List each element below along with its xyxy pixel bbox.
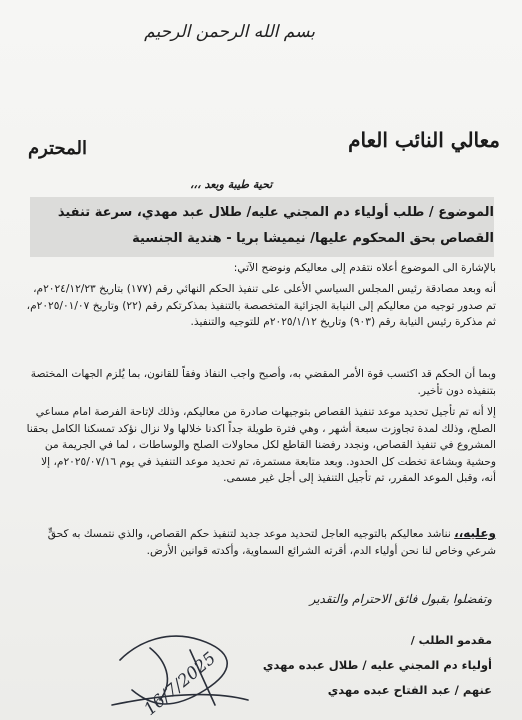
applicants-heading: مقدمو الطلب / [410,634,492,647]
addressee-title: معالي النائب العام [348,128,500,152]
closing-salutation: وتفضلوا بقبول فائق الاحترام والتقدير [309,592,492,606]
postponement-paragraph: إلا أنه تم تأجيل تحديد موعد تنفيذ القصاص بتوجيهات صادرة من معاليكم، وذلك لإتاحة الفرصة امام مساعي الصلح، وذلك لمدة تجاوزت سبعة أشهر ، وهي فترة طويلة جداً اكدنا خلالها ولا نزال نؤكد تمسكنا الكامل بحقنا المشروع في تنفيذ القصاص، ونجدد رفضنا القاطع لكل محاولات الصلح والوساطات ، لما في الجريمة من وحشية وبشاعة تخطت كل الحدود. وبعد متابعة مستمرة، تم تحديد موعد التنفيذ في يوم ٢٠٢٥/٠٧/١٦م، إلا أنه، وقبل الموعد المقرر، تم تأجيل التنفيذ إلى أجل غير مسمى. [26,406,496,484]
appeal-paragraph [26,525,496,559]
representative-line: عنهم / عبد الفتاح عبده مهدي [327,683,492,697]
greeting-line: تحية طيبة وبعد ،،، [190,178,273,191]
final-judgment-paragraph: وبما أن الحكم قد اكتسب قوة الأمر المقضي به، وأصبح واجب النفاذ وفقاً للقانون، بما يُلزم الجهات المختصة بتنفيذه دون تأخير. [30,368,496,397]
honorific-title: المحترم [28,138,88,159]
handwritten-date: 16/7/2025 [140,648,220,720]
basmala-calligraphy [144,22,315,56]
basmala-text: بسم الله الرحمن الرحيم [144,22,315,42]
appeal-text: نناشد معاليكم بالتوجيه العاجل لتحديد موعد جديد لتنفيذ حكم القصاص، والذي نتمسك به كحقٍّ شرعي وخاص لنا نحن أولياء الدم، أقرته الشرائع السماوية، وأكدته قوانين الأرض. [47,528,496,557]
ratification-paragraph: أنه وبعد مصادقة رئيس المجلس السياسي الأعلى على تنفيذ الحكم النهائي رقم (١٧٧) بتاريخ ٢٠٢٤/١٢/٢٣م، تم صدور توجيه من معاليكم إلى النيابة الجزائية المتخصصة بالتنفيذ بمذكرتكم رقم (٢٢) وتاريخ ٢٠٢٥/٠١/٠٧م، ثم مذكرة رئيس النيابة رقم (٩٠٣) وتاريخ ٢٠٢٥/١/١٢م للتوجيه والتنفيذ. [26,283,496,328]
appeal-lead: وعليه،، [454,526,496,540]
applicants-line: أولياء دم المجني عليه / طلال عبده مهدي [262,658,492,672]
subject-line: الموضوع / طلب أولياء دم المجني عليه/ طلال عبد مهدي، سرعة تنفيذ القصاص بحق المحكوم عليها/ نيميشا بريا - هندية الجنسية [57,205,494,246]
intro-paragraph: بالإشارة الى الموضوع أعلاه نتقدم إلى معاليكم ونوضح الآتي: [233,262,496,274]
